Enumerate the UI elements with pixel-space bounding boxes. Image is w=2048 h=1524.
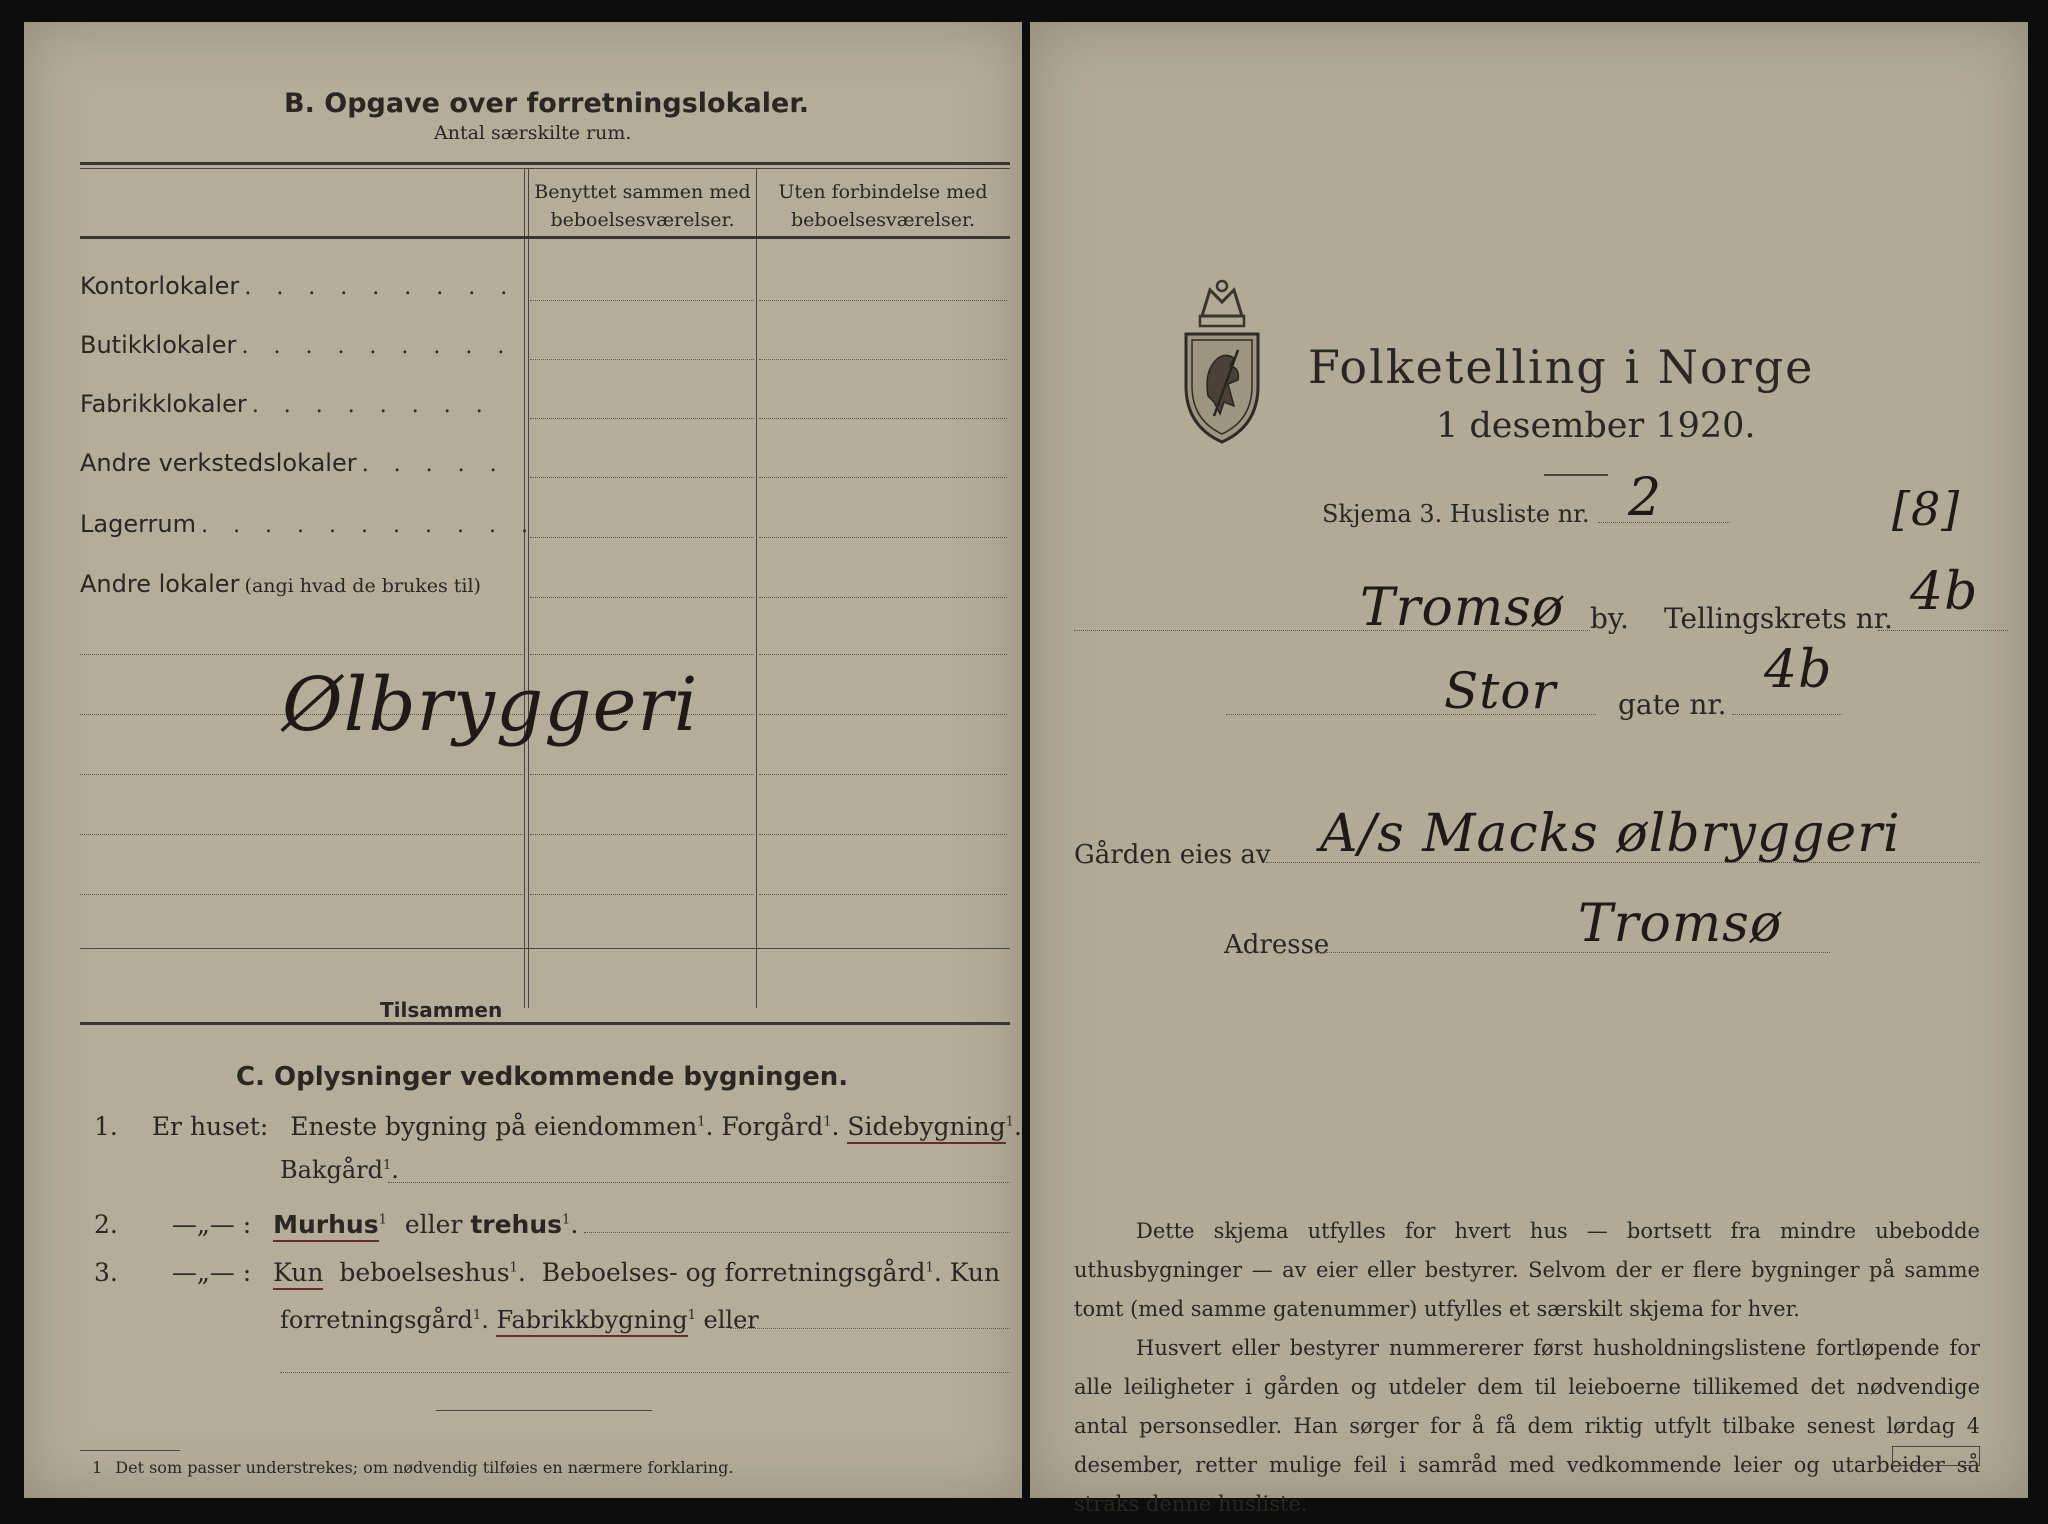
section-end-rule: [436, 1410, 652, 1411]
sidebygning-underlined: Sidebygning: [847, 1112, 1005, 1144]
row-kontorlokaler: Kontorlokaler . . . . . . . . .: [80, 272, 517, 300]
fabrikkbygning-underlined: Fabrikkbygning: [496, 1306, 687, 1337]
q2-line: 2. —„— : Murhus$^1$ eller trehus$^1$.: [94, 1210, 578, 1239]
kun-underlined: Kun: [273, 1258, 323, 1290]
address-hand: Tromsø: [1578, 894, 1783, 954]
section-b-title: B. Opgave over forretningslokaler.: [284, 88, 810, 119]
row-fabrikklokaler: Fabrikklokaler . . . . . . . .: [80, 390, 492, 418]
form-title: Folketelling i Norge: [1308, 340, 1815, 394]
bracket-number-hand: [8]: [1892, 482, 1961, 536]
row-andre-lokaler: Andre lokaler (angi hvad de brukes til): [80, 570, 481, 598]
footnote-rule: [80, 1450, 180, 1451]
total-label: Tilsammen: [380, 998, 503, 1022]
handwritten-olbryggeri: Ølbryggeri: [282, 662, 699, 748]
form-date: 1 desember 1920.: [1436, 406, 1756, 446]
col2-header: Uten forbindelse med beboelsesværelser.: [778, 181, 988, 231]
tellingskrets-nr-hand: 4b: [1910, 562, 1979, 622]
norway-coat-of-arms-icon: [1180, 276, 1264, 446]
table-top-rule: [80, 162, 1010, 165]
row-andre-verksted: Andre verkstedslokaler . . . . .: [80, 449, 506, 477]
murhus-underlined: Murhus: [273, 1210, 378, 1242]
section-b-subtitle: Antal særskilte rum.: [434, 122, 632, 144]
row-butikklokaler: Butikklokaler . . . . . . . . .: [80, 331, 514, 359]
address-label: Adresse: [1224, 930, 1330, 960]
q3-line: 3. —„— : Kun beboelseshus$^1$. Beboelses- og forretningsgård$^1$. Kun: [94, 1258, 1000, 1287]
row-lagerrum: Lagerrum . . . . . . . . . . .: [80, 510, 537, 538]
instructions-paragraph-1: Dette skjema utfylles for hvert hus — bortsett fra mindre ubebodde uthusbygninger — av eier eller bestyrer. Selvom der er flere bygninger på samme tomt (med samme gatenummer) utfylles et særskilt skjema for hver.: [1074, 1219, 1980, 1321]
by-label: by.: [1590, 602, 1629, 635]
husliste-nr-hand: 2: [1628, 468, 1663, 528]
gate-label: gate nr.: [1618, 688, 1727, 721]
q1-line2: Bakgård$^1$.: [280, 1156, 399, 1184]
col-divider-1b: [528, 168, 529, 1008]
header-rule: [80, 236, 1010, 239]
q1-line: 1. Er huset: Eneste bygning på eiendommen$^1$. Forgård$^1$. Sidebygning$^1$.: [94, 1112, 1022, 1141]
col-divider-1: [524, 168, 525, 1008]
total-top-rule: [80, 948, 1010, 949]
total-bottom-rule: [80, 1022, 1010, 1025]
section-c-title: C. Oplysninger vedkommende bygningen.: [236, 1062, 849, 1092]
tellingskrets-label: Tellingskrets nr.: [1664, 602, 1893, 635]
skjema-label: Skjema 3. Husliste nr.: [1322, 500, 1590, 528]
table-top-rule-2: [80, 168, 1010, 169]
col1-header: Benyttet sammen med beboelsesværelser.: [534, 181, 751, 231]
printer-stamp-icon: [1892, 1446, 1980, 1466]
q3-line2: forretningsgård$^1$. Fabrikkbygning$^1$ eller: [280, 1306, 759, 1334]
owner-hand: A/s Macks ølbryggeri: [1320, 804, 1901, 864]
street-hand: Stor: [1444, 662, 1557, 720]
owner-label: Gården eies av: [1074, 840, 1271, 870]
left-page: [24, 22, 1022, 1498]
right-page: [1030, 22, 2028, 1516]
instructions-paragraph-2: Husvert eller bestyrer nummererer først husholdningslistene fortløpende for alle leiligheter i gården og utdeler dem til leieboerne tillikemed det nødvendige antal personsedler. Han sørger for å få dem riktig utfylt tilbake senest lørdag 4 desember, retter mulige feil i samråd med vedkommende leier og utarbeider så straks denne husliste.: [1074, 1336, 1980, 1516]
city-hand: Tromsø: [1360, 578, 1565, 638]
title-rule: [1544, 474, 1608, 476]
gate-nr-hand: 4b: [1764, 640, 1833, 700]
footnote: 1 Det som passer understrekes; om nødvendig tilføies en nærmere forklaring.: [92, 1458, 734, 1477]
col-divider-2: [756, 168, 757, 1008]
